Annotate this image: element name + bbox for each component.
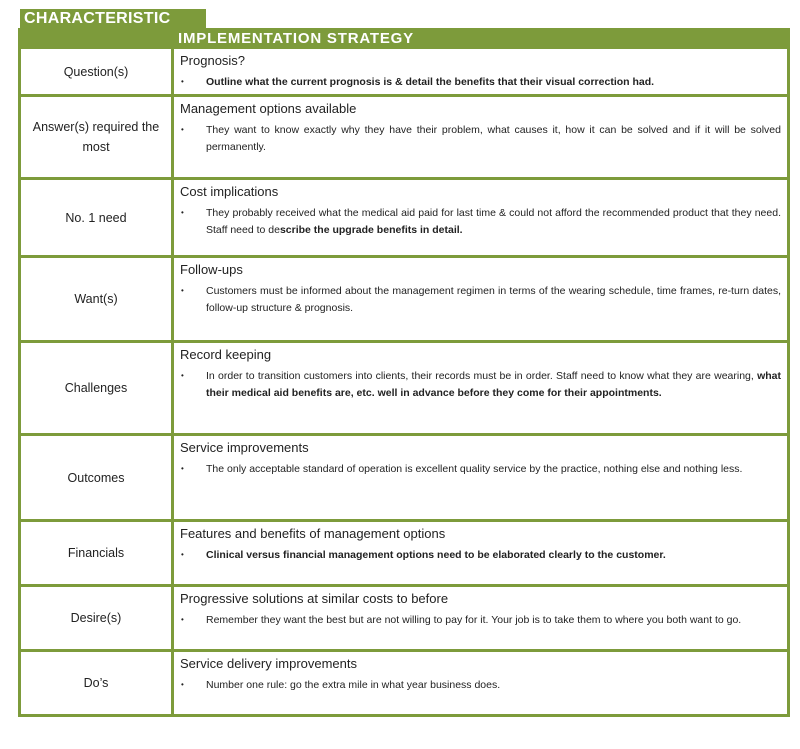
row-text-plain: Customers must be informed about the management regimen in terms of the wearing schedule, time frames, re-turn dates, follow-up structure & prognosis. xyxy=(206,285,781,314)
row-text-plain: They want to know exactly why they have their problem, what causes it, how it can be solved and if it will be solved permanently. xyxy=(206,124,781,153)
table-row xyxy=(21,258,787,343)
row-label: Question(s) xyxy=(21,49,174,94)
row-title: Record keeping xyxy=(180,347,272,362)
header-implementation-strategy: IMPLEMENTATION STRATEGY xyxy=(18,28,790,49)
row-label: No. 1 need xyxy=(21,180,174,255)
row-title: Service delivery improvements xyxy=(180,656,358,671)
bullet-icon: • xyxy=(181,680,184,689)
table-row xyxy=(21,180,787,258)
row-text xyxy=(206,74,781,91)
row-text-bold: what their medical aid benefits are, etc. well in advance before they come for their appointments. xyxy=(206,370,781,399)
header-characteristic: CHARACTERISTIC xyxy=(20,9,206,28)
row-text xyxy=(206,461,781,478)
bullet-icon: • xyxy=(181,286,184,295)
table-row xyxy=(21,652,787,717)
row-label: Desire(s) xyxy=(21,587,174,649)
row-content xyxy=(174,49,787,94)
row-text xyxy=(206,612,781,629)
row-text xyxy=(206,368,781,402)
row-label: Challenges xyxy=(21,343,174,433)
row-text xyxy=(206,283,781,317)
row-label: Want(s) xyxy=(21,258,174,340)
row-text-bold: Clinical versus financial management options need to be elaborated clearly to the customer. xyxy=(206,549,666,561)
bullet-icon: • xyxy=(181,550,184,559)
row-text-bold: Outline what the current prognosis is & detail the benefits that their visual correction had. xyxy=(206,76,655,88)
row-text-plain: They probably received what the medical aid paid for last time & could not afford the recommended product that they need. Staff need to de xyxy=(206,207,781,236)
bullet-icon: • xyxy=(181,208,184,217)
row-label: Answer(s) required the most xyxy=(21,97,174,177)
row-content xyxy=(174,652,787,714)
strategy-table xyxy=(18,49,790,717)
row-text-plain: Remember they want the best but are not willing to pay for it. Your job is to take them to where you both want to go. xyxy=(206,614,742,626)
table-row xyxy=(21,436,787,522)
row-title: Cost implications xyxy=(180,184,279,199)
row-title: Management options available xyxy=(180,101,357,116)
bullet-icon: • xyxy=(181,464,184,473)
table-row xyxy=(21,522,787,587)
row-text-plain: In order to transition customers into clients, their records must be in order. Staff need to know what they are wearing, xyxy=(206,370,758,382)
row-text xyxy=(206,547,781,564)
row-label: Do’s xyxy=(21,652,174,714)
row-title: Service improvements xyxy=(180,440,309,455)
bullet-icon: • xyxy=(181,615,184,624)
row-content xyxy=(174,180,787,255)
row-content xyxy=(174,587,787,649)
row-text-plain: The only acceptable standard of operation is excellent quality service by the practice, nothing else and nothing less. xyxy=(206,463,743,475)
bullet-icon: • xyxy=(181,125,184,134)
row-text-plain: Number one rule: go the extra mile in what year business does. xyxy=(206,679,501,691)
row-content xyxy=(174,343,787,433)
table-row xyxy=(21,343,787,436)
row-title: Prognosis? xyxy=(180,53,246,68)
row-title: Features and benefits of management options xyxy=(180,526,446,541)
table-row xyxy=(21,49,787,97)
row-content xyxy=(174,258,787,340)
row-content xyxy=(174,522,787,584)
row-text xyxy=(206,677,781,694)
row-text xyxy=(206,205,781,239)
row-label: Financials xyxy=(21,522,174,584)
table-row xyxy=(21,587,787,652)
table-row xyxy=(21,97,787,180)
row-content xyxy=(174,436,787,519)
row-title: Follow-ups xyxy=(180,262,243,277)
row-text xyxy=(206,122,781,156)
bullet-icon: • xyxy=(181,371,184,380)
row-text-bold: scribe the upgrade benefits in detail. xyxy=(279,224,463,236)
row-content xyxy=(174,97,787,177)
row-label: Outcomes xyxy=(21,436,174,519)
bullet-icon: • xyxy=(181,77,184,86)
row-title: Progressive solutions at similar costs to before xyxy=(180,591,449,606)
